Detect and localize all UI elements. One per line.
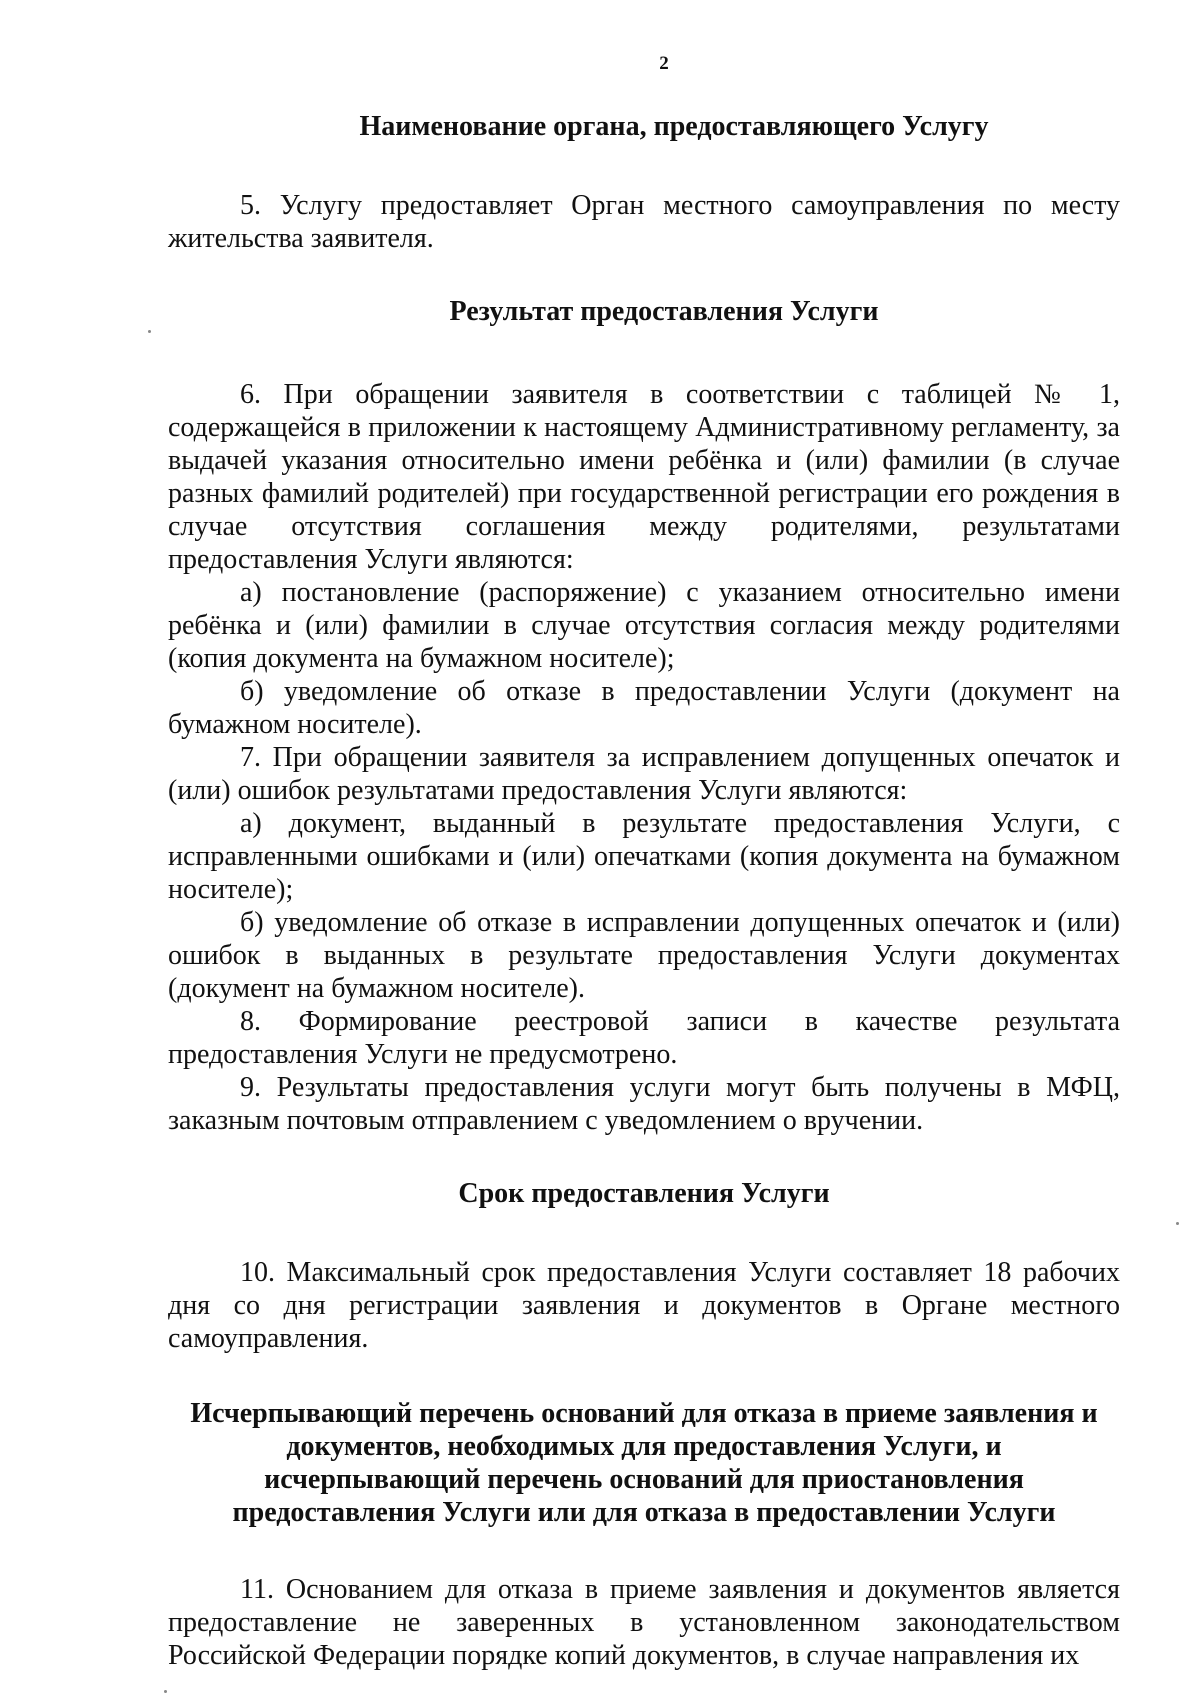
paragraph-6a: а) постановление (распоряжение) с указанием относительно имени ребёнка и (или) фамилии в случае отсутствия согласия между родителями (копия документа на бумажном носителе); (168, 577, 1120, 674)
heading-line: предоставления Услуги или для отказа в предоставлении Услуги (232, 1497, 1056, 1528)
heading-line: Исчерпывающий перечень оснований для отказа в приеме заявления и (190, 1398, 1098, 1429)
paragraph-8: 8. Формирование реестровой записи в качестве результата предоставления Услуги не предусмотрено. (168, 1006, 1120, 1070)
heading-line: документов, необходимых для предоставления Услуги, и (286, 1431, 1002, 1462)
paragraph-6b: б) уведомление об отказе в предоставлении Услуги (документ на бумажном носителе). (168, 676, 1120, 740)
paragraph-7a: а) документ, выданный в результате предоставления Услуги, с исправленными ошибками и (или) опечатками (копия документа на бумажном носителе); (168, 808, 1120, 905)
scan-speck (164, 1690, 167, 1693)
section-heading-refusal-grounds (168, 1397, 1120, 1529)
scan-speck (1176, 1222, 1179, 1225)
section-heading-term: Срок предоставления Услуги (458, 1178, 830, 1209)
paragraph-10: 10. Максимальный срок предоставления Услуги составляет 18 рабочих дня со дня регистрации заявления и документов в Органе местного самоуправления. (168, 1257, 1120, 1354)
paragraph-7: 7. При обращении заявителя за исправлением допущенных опечаток и (или) ошибок результатами предоставления Услуги являются: (168, 742, 1120, 806)
paragraph-7b: б) уведомление об отказе в исправлении допущенных опечаток и (или) ошибок в выданных в результате предоставления Услуги документах (документ на бумажном носителе). (168, 907, 1120, 1004)
paragraph-11: 11. Основанием для отказа в приеме заявления и документов является предоставление не заверенных в установленном законодательством Российской Федерации порядке копий документов, в случае направления их (168, 1574, 1120, 1671)
page-number: 2 (659, 53, 669, 74)
paragraph-9: 9. Результаты предоставления услуги могут быть получены в МФЦ, заказным почтовым отправлением с уведомлением о вручении. (168, 1072, 1120, 1136)
scan-speck (148, 330, 151, 333)
section-heading-authority: Наименование органа, предоставляющего Услугу (359, 111, 989, 142)
paragraph-5: 5. Услугу предоставляет Орган местного самоуправления по месту жительства заявителя. (168, 190, 1120, 254)
heading-line: исчерпывающий перечень оснований для приостановления (264, 1464, 1024, 1495)
paragraph-6: 6. При обращении заявителя в соответствии с таблицей № 1, содержащейся в приложении к настоящему Административному регламенту, за выдачей указания относительно имени ребёнка и (или) фамилии (в случае разных фамилий родителей) при государственной регистрации его рождения в случае отсутствия соглашения между родителями, результатами предоставления Услуги являются: (168, 379, 1120, 575)
document-page (168, 52, 1120, 1672)
section-heading-result: Результат предоставления Услуги (449, 296, 879, 327)
